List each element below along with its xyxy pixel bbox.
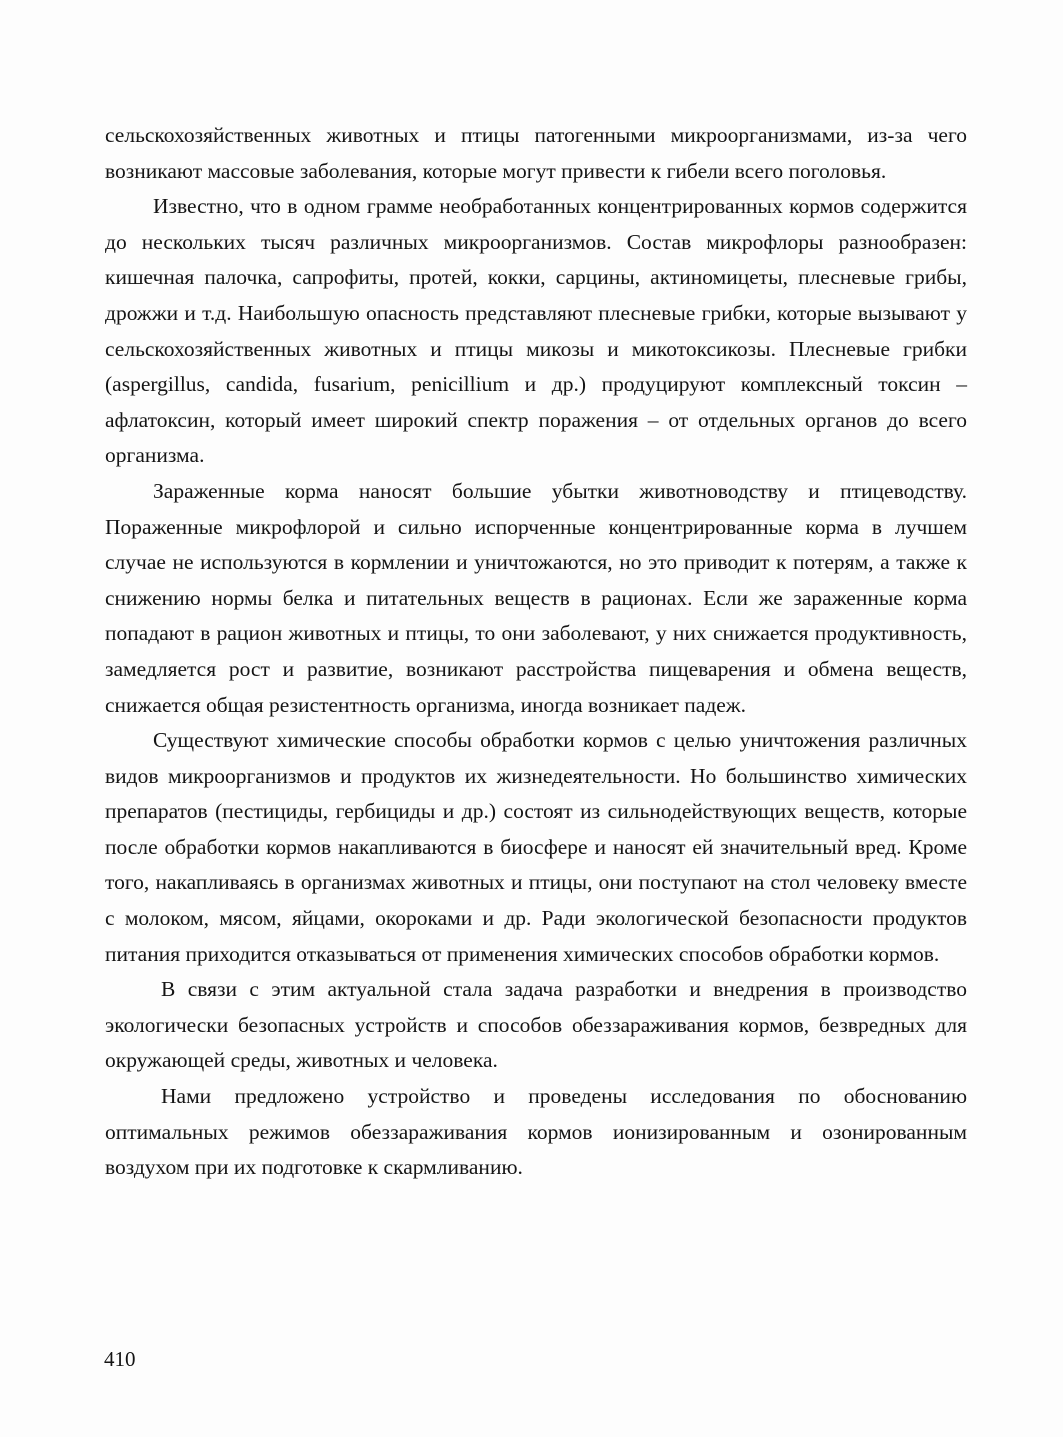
paragraph-proposal: Нами предложено устройство и проведены исследования по обоснованию оптимальных режимов обеззараживания кормов ионизированным и озонированным воздухом при их подготовке к скармливанию.: [105, 1084, 967, 1180]
paragraph-continuation: сельскохозяйственных животных и птицы патогенными микроорганизмами, из-за чего возникают массовые заболевания, которые могут привести к гибели всего поголовья.: [105, 123, 967, 183]
paragraph-microflora: Известно, что в одном грамме необработанных концентрированных кормов содержится до нескольких тысяч различных микроорганизмов. Состав микрофлоры разнообразен: кишечная палочка, сапрофиты, протей, кокки, сарцины, актиномицеты, плесневые грибы, дрожжи и т.д. Наибольшую опасность представляют плесневые грибки, которые вызывают у сельскохозяйственных животных и птицы микозы и микотоксикозы. Плесневые грибки (aspergillus, candida, fusarium, penicillium и др.) продуцируют комплексный токсин – афлатоксин, который имеет широкий спектр поражения – от отдельных органов до всего организма.: [105, 194, 967, 468]
body-text: [105, 118, 967, 1186]
paragraph-chemical-methods: Существуют химические способы обработки кормов с целью уничтожения различных видов микроорганизмов и продуктов их жизнедеятельности. Но большинство химических препаратов (пестициды, гербициды и др.) состоят из сильнодействующих веществ, которые после обработки кормов накапливаются в биосфере и наносят ей значительный вред. Кроме того, накапливаясь в организмах животных и птицы, они поступают на стол человеку вместе с молоком, мясом, яйцами, окороками и др. Ради экологической безопасности продуктов питания приходится отказываться от применения химических способов обработки кормов.: [105, 728, 967, 966]
paragraph-task: В связи с этим актуальной стала задача разработки и внедрения в производство экологически безопасных устройств и способов обеззараживания кормов, безвредных для окружающей среды, животных и человека.: [105, 977, 967, 1073]
page-number: 410: [104, 1347, 136, 1371]
paragraph-infected-feed: Зараженные корма наносят большие убытки животноводству и птицеводству. Пораженные микрофлорой и сильно испорченные концентрированные корма в лучшем случае не используются в кормлении и уничтожаются, но это приводит к потерям, а также к снижению нормы белка и питательных веществ в рационах. Если же зараженные корма попадают в рацион животных и птицы, то они заболевают, у них снижается продуктивность, замедляется рост и развитие, возникают расстройства пищеварения и обмена веществ, снижается общая резистентность организма, иногда возникает падеж.: [105, 478, 967, 717]
